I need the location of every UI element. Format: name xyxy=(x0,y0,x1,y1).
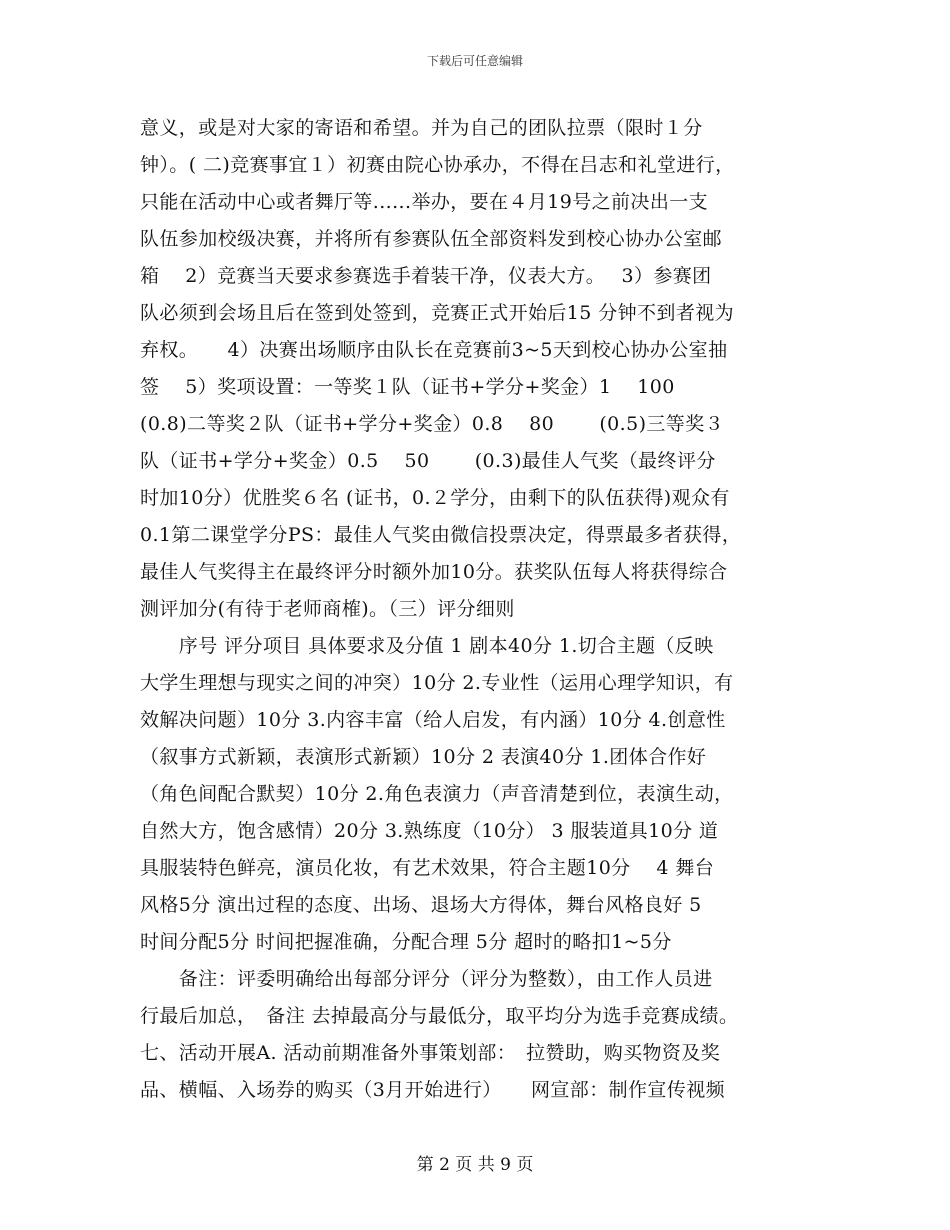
text-line: 最佳人气奖得主在最终评分时额外加10分。获奖队伍每人将获得综合 xyxy=(140,561,728,583)
text-line: 效解决问题）10分 3.内容丰富（给人启发，有内涵）10分 4.创意性 xyxy=(140,709,726,731)
text-line: 七、活动开展A. 活动前期准备外事策划部： 拉赞助，购买物资及奖 xyxy=(140,1042,721,1064)
text-line: 品、横幅、入场券的购买（3月开始进行） 网宣部：制作宣传视频 xyxy=(140,1079,725,1101)
text-line: 行最后加总， 备注 去掉最高分与最低分，取平均分为选手竞赛成绩。 xyxy=(140,1005,739,1027)
text-line: 具服装特色鲜亮，演员化妆，有艺术效果，符合主题10分 4 舞台 xyxy=(140,857,715,879)
text-line: 备注：评委明确给出每部分评分（评分为整数），由工作人员进 xyxy=(140,968,713,990)
text-line: 钟）。( 二)竞赛事宜１）初赛由院心协承办，不得在吕志和礼堂进行， xyxy=(140,154,735,176)
text-line: 队（证书+学分+奖金）0.5 50 (0.3)最佳人气奖（最终评分 xyxy=(140,450,716,472)
text-line: 序号 评分项目 具体要求及分值 1 剧本40分 1.切合主题（反映 xyxy=(140,635,714,657)
text-line: 0.1第二课堂学分PS：最佳人气奖由微信投票决定，得票最多者获得， xyxy=(140,524,742,546)
text-line: 大学生理想与现实之间的冲突）10分 2.专业性（运用心理学知识，有 xyxy=(140,672,734,694)
text-line: (0.8)二等奖２队（证书+学分+奖金）0.8 80 (0.5)三等奖３ xyxy=(140,413,724,435)
text-line: 时间分配5分 时间把握准确，分配合理 5分 超时的略扣1~5分 xyxy=(140,931,672,953)
text-line: 自然大方，饱含感情）20分 3.熟练度（10分） 3 服装道具10分 道 xyxy=(140,820,719,842)
page-header: 下载后可任意编辑 xyxy=(426,54,523,68)
text-line: 意义，或是对大家的寄语和希望。并为自己的团队拉票（限时１分 xyxy=(140,117,703,139)
text-line: （角色间配合默契）10分 2.角色表演力（声音清楚到位，表演生动， xyxy=(140,783,734,805)
text-line: 弃权。 4）决赛出场顺序由队长在竞赛前3~5天到校心协办公室抽 xyxy=(140,339,728,361)
text-line: 只能在活动中心或者舞厅等......举办，要在４月19号之前决出一支 xyxy=(140,191,709,213)
page-number-footer: 第 2 页 共 9 页 xyxy=(416,1155,534,1175)
text-line: 队必须到会场且后在签到处签到，竞赛正式开始后15 分钟不到者视为 xyxy=(140,302,735,324)
text-line: 风格5分 演出过程的态度、出场、退场大方得体，舞台风格良好 5 xyxy=(140,894,702,916)
text-line: 签 5）奖项设置：一等奖１队（证书+学分+奖金）1 100 xyxy=(140,376,675,398)
text-line: 测评加分(有待于老师商榷)。（三）评分细则 xyxy=(140,598,515,620)
text-line: 箱 2）竞赛当天要求参赛选手着装干净，仪表大方。 3）参赛团 xyxy=(140,265,712,287)
text-line: 时加10分）优胜奖６名 (证书，0.２学分，由剩下的队伍获得)观众有 xyxy=(140,487,730,509)
text-line: （叙事方式新颖，表演形式新颖）10分 2 表演40分 1.团体合作好 xyxy=(140,746,707,768)
document-body xyxy=(140,110,820,1109)
text-line: 队伍参加校级决赛，并将所有参赛队伍全部资料发到校心协办公室邮 xyxy=(140,228,723,250)
